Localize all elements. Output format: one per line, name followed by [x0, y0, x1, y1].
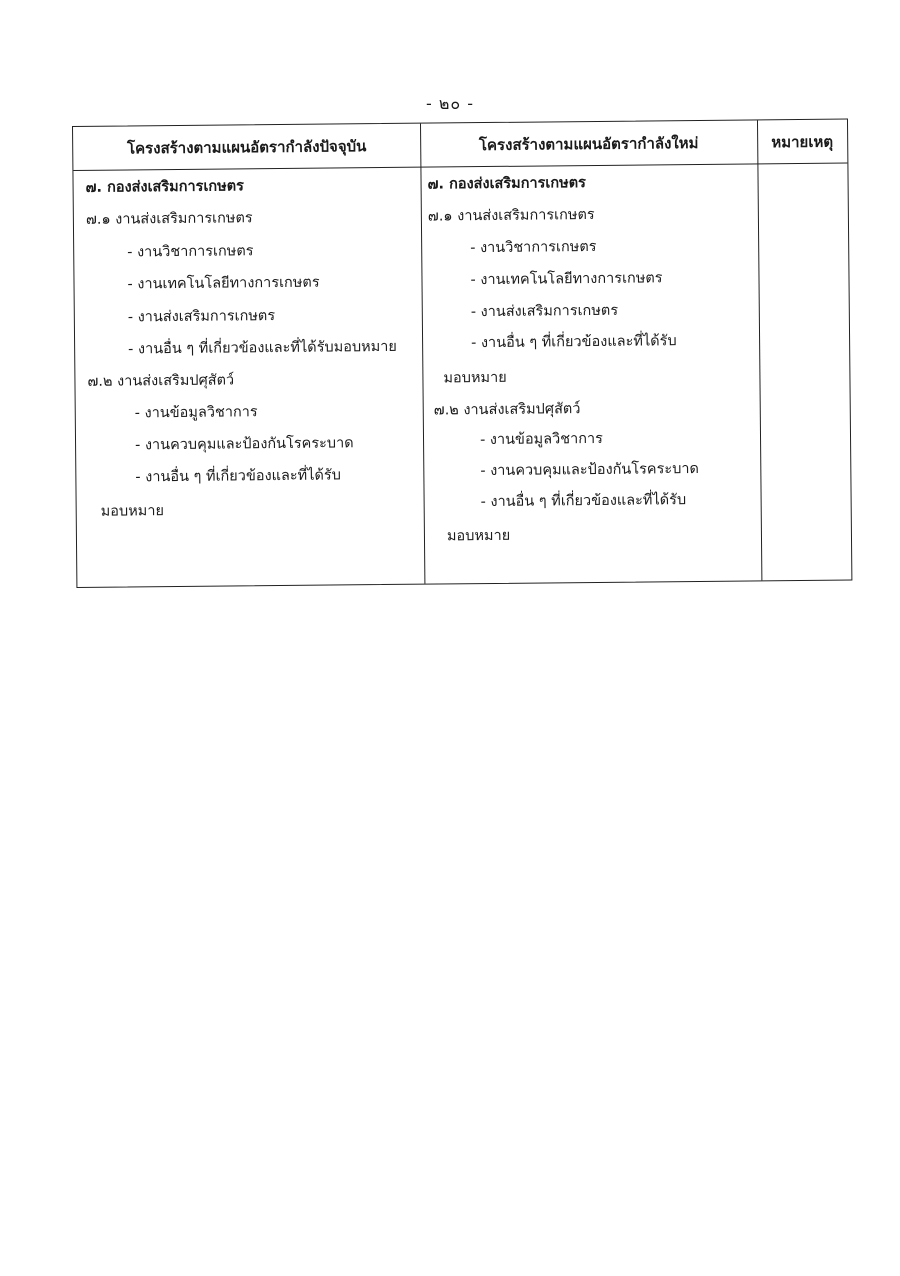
section-heading: ๗.๒ งานส่งเสริมปศุสัตว์ — [87, 372, 235, 390]
header-new-structure: โครงสร้างตามแผนอัตรากำลังใหม่ — [478, 133, 699, 154]
list-item: - งานข้อมูลวิชาการ — [479, 430, 603, 449]
list-item-continuation: มอบหมาย — [446, 527, 511, 545]
header-remark: หมายเหตุ — [771, 132, 834, 151]
list-item: - งานเทคโนโลยีทางการเกษตร — [470, 270, 663, 289]
list-item-continuation: มอบหมาย — [100, 503, 165, 520]
list-item: - งานควบคุมและป้องกันโรคระบาด — [480, 460, 700, 480]
column-divider — [420, 124, 425, 584]
list-item: - งานส่งเสริมการเกษตร — [470, 302, 619, 321]
list-item: - งานอื่น ๆ ที่เกี่ยวข้องและที่ได้รับมอบหมาย — [128, 338, 397, 358]
section-heading: ๗.๑ งานส่งเสริมการเกษตร — [427, 206, 595, 225]
list-item: - งานอื่น ๆ ที่เกี่ยวข้องและที่ได้รับ — [471, 333, 677, 352]
section-heading: ๗.๒ งานส่งเสริมปศุสัตว์ — [433, 401, 581, 419]
list-item: - งานข้อมูลวิชาการ — [134, 404, 258, 422]
header-current-structure: โครงสร้างตามแผนอัตรากำลังปัจจุบัน — [126, 136, 367, 157]
list-item: - งานส่งเสริมการเกษตร — [127, 308, 276, 326]
page-number: - ๒๐ - — [425, 94, 475, 113]
list-item: - งานเทคโนโลยีทางการเกษตร — [127, 274, 320, 293]
column-divider — [757, 120, 762, 580]
list-item: - งานวิชาการเกษตร — [470, 238, 597, 257]
list-item: - งานอื่น ๆ ที่เกี่ยวข้องและที่ได้รับ — [135, 467, 341, 486]
division-title: ๗. กองส่งเสริมการเกษตร — [85, 178, 244, 196]
list-item-continuation: มอบหมาย — [443, 369, 507, 387]
section-heading: ๗.๑ งานส่งเสริมการเกษตร — [85, 210, 253, 228]
structure-comparison-table — [72, 119, 852, 588]
list-item: - งานควบคุมและป้องกันโรคระบาด — [134, 435, 354, 454]
list-item: - งานวิชาการเกษตร — [127, 243, 254, 261]
list-item: - งานอื่น ๆ ที่เกี่ยวข้องและที่ได้รับ — [480, 492, 687, 511]
division-title: ๗. กองส่งเสริมการเกษตร — [427, 175, 586, 193]
